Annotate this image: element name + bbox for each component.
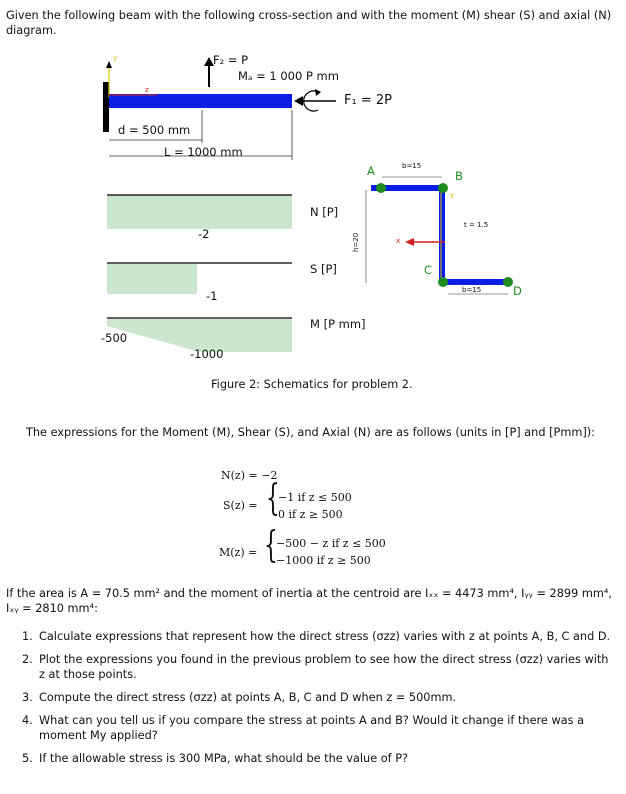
point-c-label: C: [424, 263, 433, 277]
beam-y-label: y: [113, 54, 118, 62]
d-label: d = 500 mm: [118, 123, 191, 137]
m-brace: {: [264, 525, 278, 566]
point-b-label: B: [455, 169, 463, 183]
s-case-1: −1 if z ≤ 500: [278, 491, 352, 504]
task-text: What can you tell us if you compare the stress at points A and B? Would it change if there was a moment My applied?: [39, 714, 585, 742]
f1-label: F₁ = 2P: [344, 93, 392, 108]
list-item: [22, 713, 614, 743]
point-a-label: A: [367, 164, 375, 178]
section-bottom-flange: [439, 279, 509, 285]
m-case-2: −1000 if z ≥ 500: [276, 554, 371, 567]
task-text: Compute the direct stress (σzz) at points A, B, C and D when z = 500mm.: [39, 691, 457, 704]
section-y-label: y: [450, 191, 455, 199]
bottom-width-label: b=15: [462, 286, 482, 294]
top-width-label: b=15: [402, 162, 422, 170]
task-number: 2.: [22, 653, 33, 666]
point-b-marker: [438, 183, 448, 193]
beam-y-arrowhead: [106, 61, 112, 68]
thickness-label: t = 1.5: [464, 221, 489, 229]
list-item: [22, 629, 614, 644]
s-case-2: 0 if z ≥ 500: [278, 508, 343, 521]
point-d-marker: [503, 277, 513, 287]
figure-caption: Figure 2: Schematics for problem 2.: [211, 378, 413, 391]
s-value-label: -1: [206, 289, 218, 303]
task-text: Plot the expressions you found in the previous problem to see how the direct stress (σzz) varies with z at those points.: [39, 653, 609, 681]
l-label: L = 1000 mm: [164, 145, 243, 159]
m-value-left: -500: [101, 331, 128, 345]
point-d-label: D: [513, 284, 522, 298]
expressions-intro: The expressions for the Moment (M), Shear (S), and Axial (N) are as follows (units in [P] and [Pmm]):: [26, 426, 595, 439]
list-item: [22, 690, 614, 705]
height-label: h=20: [352, 232, 360, 252]
f2-label: F₂ = P: [213, 53, 249, 67]
task-number: 4.: [22, 714, 33, 727]
m-diagram-title: M [P mm]: [310, 317, 366, 331]
point-a-marker: [376, 183, 386, 193]
n-value-label: -2: [198, 227, 210, 241]
s-diagram-title: S [P]: [310, 262, 337, 276]
task-text: Calculate expressions that represent how the direct stress (σzz) varies with z at points A, B, C and D.: [39, 630, 611, 643]
task-number: 1.: [22, 630, 33, 643]
task-number: 5.: [22, 752, 33, 765]
list-item: [22, 652, 614, 682]
m-case-1: −500 − z if z ≤ 500: [276, 537, 386, 550]
section-x-arrowhead: [405, 238, 414, 246]
section-web: [439, 185, 445, 285]
task-text: If the allowable stress is 300 MPa, what should be the value of P?: [39, 752, 409, 765]
list-item: [22, 751, 614, 766]
s-equation-lhs: S(z) =: [223, 499, 258, 512]
section-x-label: x: [396, 237, 401, 245]
s-brace: {: [266, 478, 280, 519]
figure-drawing: [0, 50, 626, 395]
point-c-marker: [438, 277, 448, 287]
m-equation-lhs: M(z) =: [219, 546, 258, 559]
problem-intro: Given the following beam with the following cross-section and with the moment (M) shear (S) and axial (N) diagram.: [6, 9, 612, 37]
task-number: 3.: [22, 691, 33, 704]
wall-support: [103, 82, 109, 132]
figure: [0, 50, 626, 395]
ma-label: Mₐ = 1 000 P mm: [238, 69, 339, 83]
given-values: If the area is A = 70.5 mm² and the moment of inertia at the centroid are Iₓₓ = 4473 mm⁴, Iᵧᵧ = 2899 mm⁴, Iₓᵧ = 2810 mm⁴:: [6, 587, 612, 615]
n-diagram-fill: [107, 195, 292, 229]
beam: [109, 94, 292, 108]
moment-arrowhead: [315, 89, 321, 96]
f1-arrowhead: [294, 96, 303, 106]
n-equation: N(z) = −2: [221, 469, 278, 482]
s-diagram-fill: [107, 264, 197, 294]
task-list: [22, 629, 614, 774]
n-diagram-title: N [P]: [310, 205, 339, 219]
beam-z-label: z: [145, 86, 149, 94]
m-value-right: -1000: [190, 347, 224, 361]
